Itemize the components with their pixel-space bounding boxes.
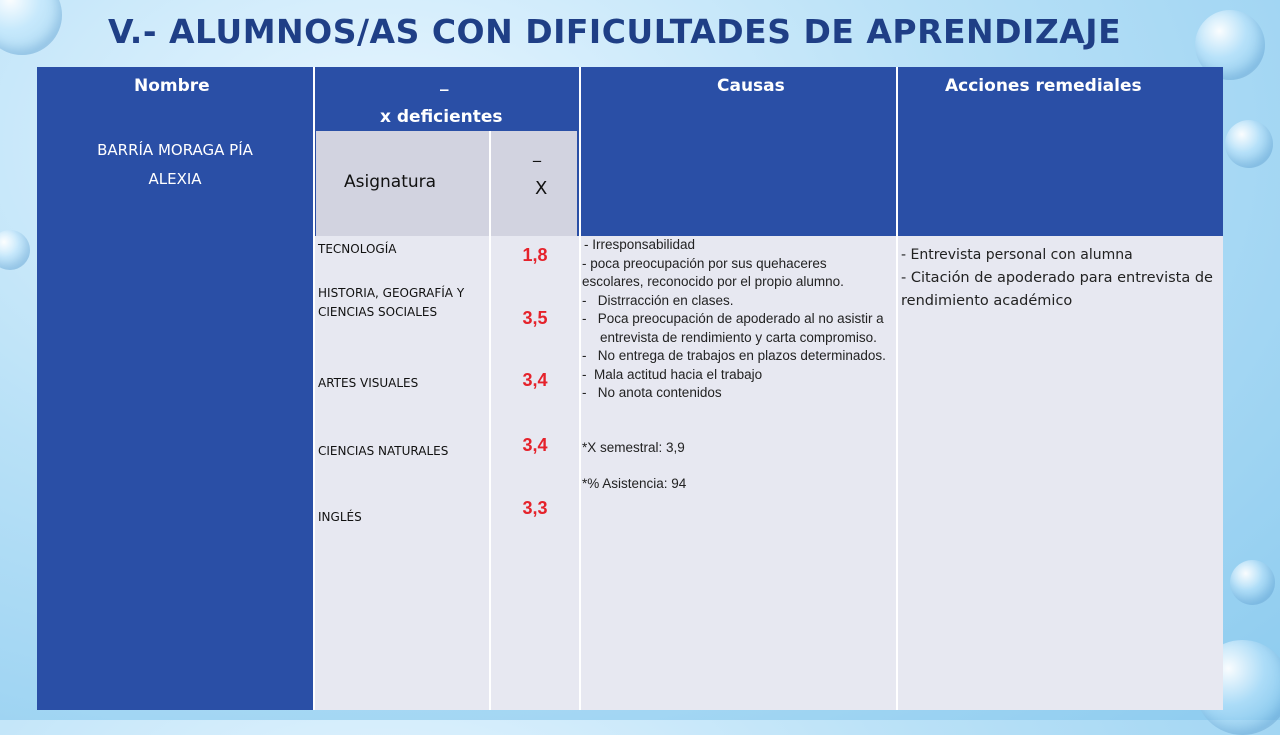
- subheader-asignatura: Asignatura: [344, 172, 437, 192]
- promedio-semestral: *X semestral: 3,9: [582, 439, 685, 455]
- decorative-bubble: [1230, 560, 1275, 605]
- causa-item: - Irresponsabilidad: [584, 237, 696, 252]
- student-name-line1: BARRÍA MORAGA PÍA: [97, 141, 253, 159]
- subheader-x-bar: _: [533, 143, 541, 162]
- subject-historia: HISTORIA, GEOGRAFÍA Y CIENCIAS SOCIALES: [318, 286, 465, 319]
- decorative-bubble: [1225, 120, 1273, 168]
- causa-item: - Mala actitud hacia el trabajo: [582, 366, 763, 382]
- causa-item: - Distrracción en clases.: [582, 292, 734, 308]
- grade-tecnologia: 1,8: [522, 245, 548, 265]
- column-divider: [313, 67, 315, 710]
- body-nombre-cell: [37, 236, 313, 710]
- student-name-line2: ALEXIA: [148, 170, 202, 188]
- decorative-bubble: [0, 230, 30, 270]
- header-promedio-bar: _: [440, 72, 449, 92]
- acciones-list: [901, 244, 1219, 313]
- grade-artes: 3,4: [522, 370, 548, 390]
- causa-item: - poca preocupación por sus quehaceres escolares, reconocido por el propio alumno.: [582, 255, 844, 289]
- subject-tecnologia: TECNOLOGÍA: [318, 242, 397, 256]
- slide-title: V.- ALUMNOS/AS CON DIFICULTADES DE APRENDIZAJE: [108, 12, 1122, 51]
- causa-item: - Poca preocupación de apoderado al no asistir a entrevista de rendimiento y carta compromiso.: [582, 311, 884, 345]
- subject-ingles: INGLÉS: [318, 510, 362, 524]
- accion-item: - Entrevista personal con alumna: [901, 247, 1133, 263]
- causas-list: [582, 236, 887, 494]
- header-nombre: Nombre: [134, 76, 210, 96]
- decorative-bubble: [0, 0, 62, 55]
- header-causas: Causas: [717, 76, 785, 96]
- accion-item: - Citación de apoderado para entrevista de rendimiento académico: [901, 270, 1213, 309]
- column-divider: [489, 131, 491, 710]
- column-divider: [896, 67, 898, 710]
- grade-ciencias: 3,4: [522, 435, 548, 455]
- subject-artes: ARTES VISUALES: [318, 376, 419, 390]
- causa-item: - No entrega de trabajos en plazos determinados.: [582, 348, 886, 363]
- header-acciones: Acciones remediales: [945, 76, 1142, 96]
- grade-ingles: 3,3: [522, 498, 548, 518]
- causa-item: - No anota contenidos: [582, 385, 722, 400]
- grade-historia: 3,5: [522, 308, 548, 328]
- porcentaje-asistencia: *% Asistencia: 94: [582, 476, 687, 491]
- header-promedio-label: x deficientes: [380, 107, 503, 127]
- subheader-x-label: X: [535, 178, 548, 199]
- column-divider: [579, 67, 581, 710]
- subject-ciencias: CIENCIAS NATURALES: [318, 444, 449, 458]
- student-name: [37, 136, 313, 194]
